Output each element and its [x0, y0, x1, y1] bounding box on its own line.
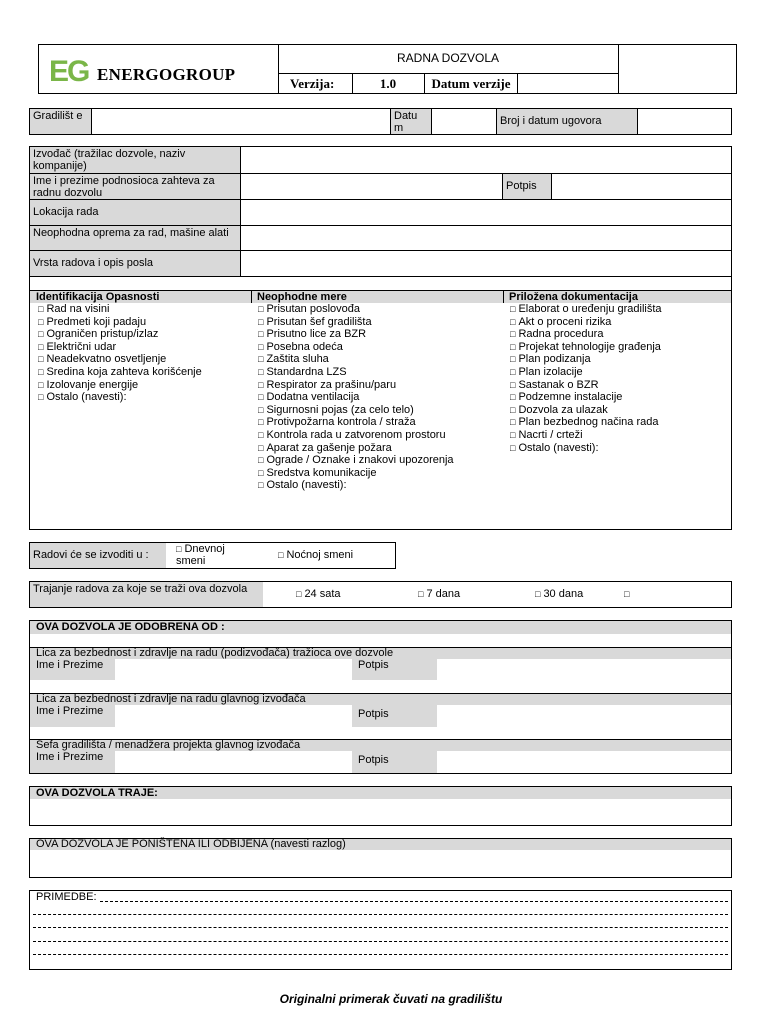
datum-label: Datu m [391, 109, 431, 134]
checklist-item[interactable] [510, 442, 731, 455]
form-title: RADNA DOZVOLA [396, 51, 500, 65]
checklist-item-label: Elaborat o uređenju gradilišta [518, 303, 662, 315]
checklist-item[interactable] [38, 379, 251, 392]
checkbox-icon: □ [510, 442, 516, 453]
checklist-item[interactable] [510, 328, 731, 341]
approval-row-3-title: Sefa gradilišta / menadžera projekta glavnog izvođača [30, 740, 731, 751]
approval-sign-label: Potpis [352, 705, 437, 727]
approval-title: OVA DOZVOLA JE ODOBRENA OD : [30, 621, 731, 634]
checklist-item-label: Protivpožarna kontrola / straža [266, 416, 416, 429]
checklist-item[interactable] [258, 467, 503, 480]
checkbox-icon: □ [510, 304, 516, 314]
vrsta-radova-field[interactable] [241, 251, 731, 276]
approval-section [29, 620, 732, 774]
checkbox-icon: □ [258, 366, 264, 377]
duration-24h-option[interactable]: □ 24 sata [296, 588, 341, 600]
checklist-item-label: Prisutno lice za BZR [266, 328, 367, 341]
checkbox-icon: □ [510, 366, 516, 377]
checklist-item-label: Sastanak o BZR [518, 378, 599, 391]
shift-day-option[interactable]: □ Dnevnoj smeni [176, 543, 225, 567]
checklist-item[interactable] [510, 353, 731, 366]
checklist-item-label: Zaštita sluha [266, 353, 329, 366]
duration-other-option[interactable] [624, 588, 632, 600]
checklist-item-label: Sredina koja zahteva korišćenje [46, 365, 202, 378]
checkbox-icon: □ [38, 392, 44, 403]
checkbox-icon: □ [510, 392, 516, 403]
checklist-item-label: Plan bezbednog načina rada [518, 416, 659, 429]
checklist-item[interactable] [258, 454, 503, 467]
checklist-item-label: Rad na visini [46, 303, 110, 315]
checklist-item-label: Plan podizanja [518, 353, 591, 366]
checklist-item[interactable] [510, 303, 731, 316]
checklist-item[interactable] [510, 341, 731, 354]
checklist-item[interactable] [258, 404, 503, 417]
checklist-item[interactable] [38, 341, 251, 354]
duration-7d-option[interactable]: □ 7 dana [418, 588, 461, 600]
checklist-item[interactable] [258, 442, 503, 455]
checkbox-icon: □ [510, 316, 516, 327]
broj-ugovora-field[interactable] [638, 109, 731, 134]
podnosilac-field[interactable] [241, 174, 502, 199]
checklist-item[interactable] [510, 404, 731, 417]
documentation-column [504, 291, 731, 454]
checkbox-icon: □ [510, 417, 516, 428]
checkbox-icon: □ [258, 316, 264, 327]
checklist-item-label: Sredstva komunikacije [266, 466, 377, 479]
logo-text: ENERGOGROUP [97, 65, 236, 84]
checkbox-icon: □ [38, 316, 44, 327]
checklist-item-label: Aparat za gašenje požara [266, 441, 392, 454]
measures-header: Neophodne mere [257, 291, 347, 303]
approval-row-2-name-field[interactable] [115, 705, 352, 727]
approval-row-2-sign-field[interactable] [437, 705, 731, 727]
logo-mark: EG [49, 55, 89, 88]
checklist-item[interactable] [38, 328, 251, 341]
checklist-item[interactable] [510, 391, 731, 404]
checklist-item-label: Predmeti koji padaju [46, 315, 147, 328]
duration-valid-section[interactable] [29, 786, 732, 826]
checkbox-icon: □ [258, 429, 264, 440]
checkbox-icon: □ [258, 329, 264, 340]
hazards-column [30, 291, 251, 404]
checkbox-icon: □ [258, 341, 264, 352]
checklist-item[interactable] [510, 379, 731, 392]
oprema-label: Neophodna oprema za rad, mašine alati [30, 226, 240, 250]
broj-ugovora-label: Broj i datum ugovora [497, 109, 637, 134]
checkbox-icon: □ [258, 442, 264, 453]
verzija-value: 1.0 [379, 76, 397, 91]
checklist-item-label: Radna procedura [518, 328, 604, 341]
oprema-field[interactable] [241, 226, 731, 250]
checklist-item-label: Dodatna ventilacija [266, 391, 360, 404]
duration-row [29, 581, 732, 608]
checklist-item[interactable] [258, 366, 503, 379]
checklist-item-label: Ostalo (navesti): [266, 479, 347, 492]
details-section [29, 146, 732, 530]
remarks-title: PRIMEDBE: [36, 891, 97, 903]
info-row [29, 108, 732, 135]
checkbox-icon: □ [258, 392, 264, 403]
approval-row-3-sign-field[interactable] [437, 751, 731, 773]
checklist-item[interactable] [258, 429, 503, 442]
approval-sign-label: Potpis [352, 751, 437, 773]
approval-sign-label: Potpis [352, 659, 437, 680]
checklist-item-label: Ostalo (navesti): [518, 441, 599, 454]
checklist-item-label: Nacrti / crteži [518, 428, 583, 441]
duration-30d-option[interactable]: □ 30 dana [535, 588, 584, 600]
checklist-item[interactable] [258, 316, 503, 329]
approval-row-1-name-field[interactable] [115, 659, 352, 680]
approval-row-1-sign-field[interactable] [437, 659, 731, 680]
checklist-item-label: Neadekvatno osvetljenje [46, 353, 167, 366]
checkbox-icon: □ [258, 354, 264, 365]
checklist-item-label: Prisutan poslovođa [266, 303, 360, 315]
checkbox-icon: □ [258, 417, 264, 428]
checkbox-icon: □ [258, 455, 264, 466]
approval-row-1-title: Lica za bezbednost i zdravlje na radu (podizvođača) tražioca ove dozvole [30, 648, 731, 659]
checklist-item[interactable] [510, 366, 731, 379]
checklist-item-label: Dozvola za ulazak [518, 403, 608, 416]
checkbox-icon: □ [418, 589, 424, 599]
checkbox-icon: □ [510, 404, 516, 415]
logo [47, 53, 277, 87]
checkbox-icon: □ [258, 304, 264, 314]
checklist-item[interactable] [38, 303, 251, 316]
checklist-item[interactable] [258, 391, 503, 404]
checklist-item[interactable] [258, 379, 503, 392]
checklist-item[interactable] [258, 479, 503, 492]
checkbox-icon: □ [535, 589, 541, 599]
checkbox-icon: □ [510, 379, 516, 390]
checkbox-icon: □ [258, 404, 264, 415]
approval-name-label: Ime i Prezime [30, 659, 115, 680]
checklist-item[interactable] [258, 303, 503, 316]
checkbox-icon: □ [38, 354, 44, 365]
shifts-label: Radovi će se izvoditi u : [30, 543, 166, 568]
checklist-item[interactable] [258, 353, 503, 366]
header-box [38, 44, 737, 94]
checklist-item[interactable] [510, 429, 731, 442]
approval-name-label: Ime i Prezime [30, 751, 115, 773]
checkbox-icon: □ [258, 480, 264, 491]
checkbox-icon: □ [176, 544, 182, 554]
checklist-item[interactable] [258, 341, 503, 354]
checklist-item-label: Ograde / Oznake i znakovi upozorenja [266, 454, 454, 467]
checkbox-icon: □ [296, 589, 302, 599]
documentation-header: Priložena dokumentacija [509, 291, 638, 303]
gradiliste-field[interactable] [92, 109, 390, 134]
checkbox-icon: □ [38, 341, 44, 352]
checkbox-icon: □ [624, 589, 630, 599]
checklist-item[interactable] [258, 416, 503, 429]
duration-label: Trajanje radova za koje se traži ova dozvola [30, 582, 263, 607]
izvodjac-field[interactable] [241, 147, 731, 173]
checklist-item[interactable] [258, 328, 503, 341]
checklist-item-label: Podzemne instalacije [518, 391, 623, 404]
izvodjac-label: Izvođač (tražilac dozvole, naziv kompanije) [30, 147, 240, 173]
footer-note: Originalni primerak čuvati na gradilištu [279, 992, 503, 1006]
checklist-item[interactable] [38, 353, 251, 366]
datum-field[interactable] [432, 109, 496, 134]
checkbox-icon: □ [38, 366, 44, 377]
checklist-item-label: Projekat tehnologije građenja [518, 340, 661, 353]
approval-row-2-title: Lica za bezbednost i zdravlje na radu glavnog izvođača [30, 694, 731, 705]
checklist-item-label: Posebna odeća [266, 340, 343, 353]
datum-verzije-label: Datum verzije [431, 76, 511, 91]
checklist-item-label: Izolovanje energije [46, 378, 139, 391]
cancelled-section[interactable] [29, 838, 732, 878]
hazards-header: Identifikacija Opasnosti [36, 291, 160, 303]
checkbox-icon: □ [510, 329, 516, 340]
checklist-item-label: Akt o proceni rizika [518, 315, 612, 328]
checkbox-icon: □ [38, 329, 44, 340]
checklist-item-label: Sigurnosni pojas (za celo telo) [266, 403, 414, 416]
checkbox-icon: □ [510, 429, 516, 440]
lokacija-field[interactable] [241, 200, 731, 225]
approval-row-3-name-field[interactable] [115, 751, 352, 773]
cancelled-title: OVA DOZVOLA JE PONIŠTENA ILI ODBIJENA (navesti razlog) [30, 839, 731, 850]
checklist-item[interactable] [38, 391, 251, 404]
lokacija-label: Lokacija rada [30, 200, 240, 225]
approval-name-label: Ime i Prezime [30, 705, 115, 727]
duration-valid-title: OVA DOZVOLA TRAJE: [30, 787, 731, 799]
shift-night-option[interactable]: □ Noćnoj smeni [278, 549, 354, 561]
measures-column [252, 291, 503, 492]
checklist-item-label: Električni udar [46, 340, 117, 353]
checklist-item-label: Standardna LZS [266, 365, 347, 378]
remarks-section[interactable] [29, 890, 732, 970]
podnosilac-label: Ime i prezime podnosioca zahteva za radnu dozvolu [30, 174, 240, 199]
checklist-item-label: Ograničen pristup/izlaz [46, 328, 159, 341]
checklist-item-label: Prisutan šef gradilišta [266, 315, 372, 328]
vrsta-radova-label: Vrsta radova i opis posla [30, 251, 240, 276]
verzija-label: Verzija: [290, 76, 335, 91]
checklist-item[interactable] [510, 316, 731, 329]
checklist-item[interactable] [510, 416, 731, 429]
checkbox-icon: □ [258, 379, 264, 390]
potpis-field[interactable] [552, 174, 731, 199]
shifts-row [29, 542, 396, 569]
gradiliste-label: Gradilišt e [30, 109, 91, 134]
checklist-item-label: Plan izolacije [518, 365, 583, 378]
checkbox-icon: □ [38, 379, 44, 390]
checklist-item[interactable] [38, 316, 251, 329]
checkbox-icon: □ [510, 354, 516, 365]
checkbox-icon: □ [258, 467, 264, 478]
checklist-item[interactable] [38, 366, 251, 379]
checklist-item-label: Kontrola rada u zatvorenom prostoru [266, 428, 446, 441]
checkbox-icon: □ [278, 550, 284, 560]
potpis-label: Potpis [503, 174, 551, 199]
checklist-item-label: Respirator za prašinu/paru [266, 378, 397, 391]
checklist-item-label: Ostalo (navesti): [46, 391, 127, 404]
checkbox-icon: □ [510, 341, 516, 352]
checkbox-icon: □ [38, 304, 44, 314]
